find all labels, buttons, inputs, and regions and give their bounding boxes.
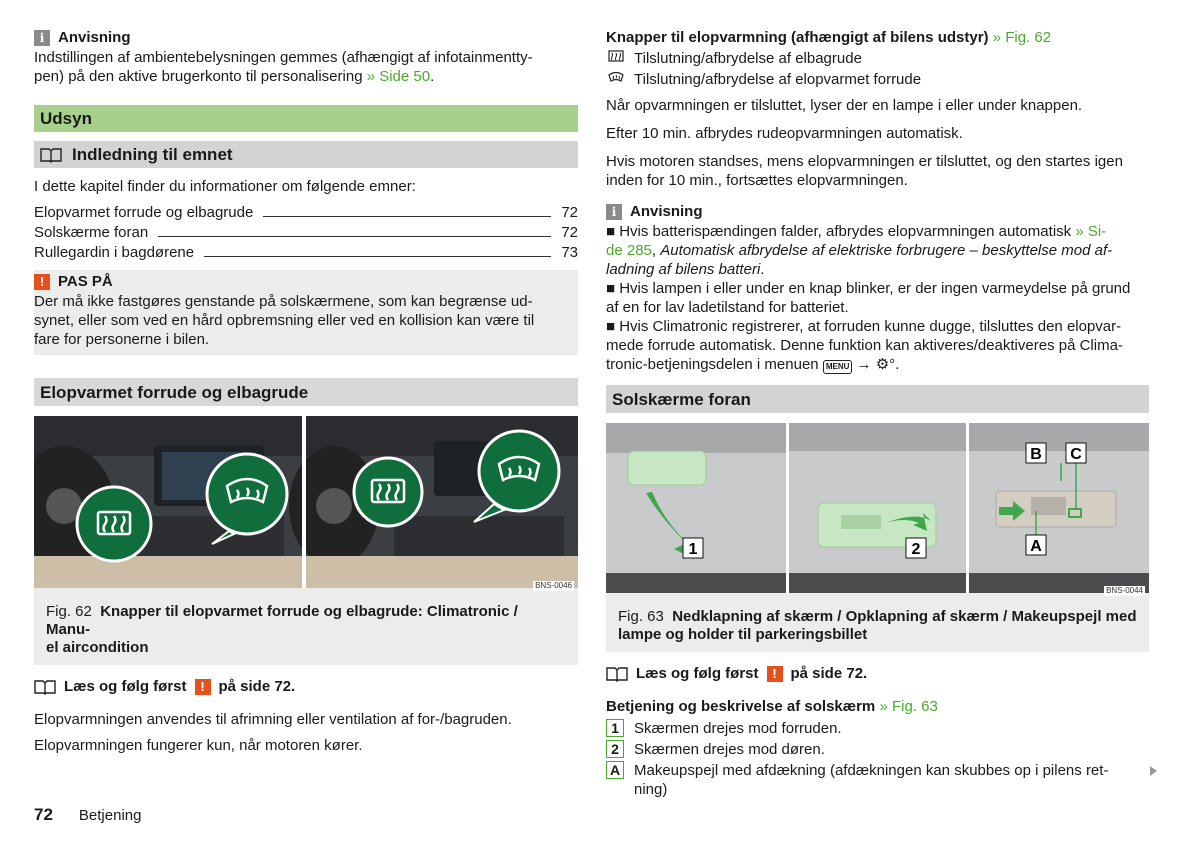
fig-label-c: C bbox=[1070, 446, 1082, 463]
note-line: pen) på den aktive brugerkonto til personalisering » Side 50. bbox=[34, 68, 435, 85]
paragraph: Elopvarmningen anvendes til afrimning eller ventilation af for-/bagruden. bbox=[34, 711, 512, 728]
intro-heading: Indledning til emnet bbox=[34, 141, 578, 168]
page-link[interactable]: » Side 50 bbox=[366, 68, 431, 85]
rear-defrost-item: Tilslutning/afbrydelse af elbagrude bbox=[606, 49, 1149, 68]
buttons-heading: Knapper til elopvarmning (afhængigt af bilens udstyr) » Fig. 62 bbox=[606, 29, 1052, 46]
figure-63 bbox=[606, 423, 1149, 652]
warning-box: ! PAS PÅ Der må ikke fastgøres genstande på solskærmene, som kan begrænse ud- synet, eller som ved en hård opbremsning eller ved en kollision kan være til fare for personerne i bilen. bbox=[34, 270, 578, 355]
paragraph: Hvis motoren standses, mens elopvarmningen er tilsluttet, og den startes igen bbox=[606, 153, 1123, 170]
toc-list bbox=[34, 202, 578, 262]
right-column bbox=[606, 28, 1149, 799]
chapter-name: Betjening bbox=[78, 807, 142, 824]
figure-code: BNS-0046 bbox=[535, 581, 572, 590]
front-defrost-item: Tilslutning/afbrydelse af elopvarmet forrude bbox=[606, 70, 1149, 89]
toc-row[interactable]: Rullegardin i bagdørene 73 bbox=[34, 244, 578, 261]
paragraph: Når opvarmningen er tilsluttet, lyser der en lampe i eller under knappen. bbox=[606, 97, 1083, 114]
section-heading-udsyn: Udsyn bbox=[34, 105, 578, 132]
fig-label-a: A bbox=[1030, 538, 1042, 555]
note-anvisning: i Anvisning ■ Hvis batterispændingen falder, afbrydes elopvarmningen automatisk » Si- de 285, Automatisk afbrydelse af elektriske forbrugere – beskyttelse mod af- ladning af bilens batteri. ■ Hvis lampen i eller under en knap blinker, er der ingen varmeydelse på grund af en for lav ladetilstand for batteriet. ■ Hvis Climatronic registrerer, at forruden kunne dugge, tilsluttes den elopvar- mede forrude automatisk. Denne funktion kan aktiveres/deaktiveres på Clima- tronic-betjeningsdelen i menuen MENU → ⚙°. bbox=[606, 203, 1131, 373]
warning-icon: ! bbox=[767, 666, 783, 682]
list-item: 2 Skærmen drejes mod døren. bbox=[606, 740, 1149, 759]
page-link[interactable]: de 285 bbox=[606, 242, 652, 259]
book-icon bbox=[606, 666, 628, 682]
list-item: A Makeupspejl med afdækning (afdækningen kan skubbes op i pilens ret- bbox=[606, 761, 1149, 780]
fig-label-b: B bbox=[1030, 446, 1042, 463]
paragraph: Elopvarmningen fungerer kun, når motoren kører. bbox=[34, 737, 363, 754]
left-column bbox=[34, 28, 578, 755]
read-first: Læs og følg først ! på side 72. bbox=[34, 677, 578, 696]
figure-62-image bbox=[34, 416, 578, 588]
fig-label-2: 2 bbox=[911, 541, 921, 558]
warning-icon: ! bbox=[34, 274, 50, 290]
page-number: 72 bbox=[34, 805, 53, 824]
betjening-heading: Betjening og beskrivelse af solskærm » Fig. 63 bbox=[606, 698, 938, 715]
figure-63-image bbox=[606, 423, 1149, 593]
windshield-heat-icon bbox=[608, 71, 624, 84]
info-icon: i bbox=[606, 204, 622, 220]
list-item: 1 Skærmen drejes mod forruden. bbox=[606, 719, 1149, 738]
toc-row[interactable]: Elopvarmet forrude og elbagrude 72 bbox=[34, 204, 578, 221]
warning-heading: PAS PÅ bbox=[58, 273, 113, 290]
fig-label-1: 1 bbox=[688, 541, 698, 558]
note-anvisning bbox=[34, 28, 578, 86]
page-link[interactable]: » Si- bbox=[1075, 223, 1107, 240]
figure-code: BNS-0044 bbox=[1106, 586, 1143, 595]
section-heading-elopvarmet: Elopvarmet forrude og elbagrude bbox=[34, 378, 578, 406]
note-heading: Anvisning bbox=[58, 29, 131, 46]
warning-icon: ! bbox=[195, 679, 211, 695]
rear-window-heat-icon bbox=[608, 50, 624, 63]
note-line: Indstillingen af ambientebelysningen gemmes (afhængigt af infotainmentty- bbox=[34, 49, 533, 66]
figure-62 bbox=[34, 416, 578, 665]
figure-link[interactable]: » Fig. 62 bbox=[992, 29, 1052, 46]
figure-caption: Fig. 62 Knapper til elopvarmet forrude og elbagrude: Climatronic / Manu- el aircondition bbox=[46, 603, 518, 656]
info-icon: i bbox=[34, 30, 50, 46]
paragraph: Efter 10 min. afbrydes rudeopvarmningen automatisk. bbox=[606, 125, 963, 142]
book-icon bbox=[40, 147, 62, 163]
paragraph: inden for 10 min., fortsættes elopvarmningen. bbox=[606, 172, 908, 189]
figure-caption: Fig. 63 Nedklapning af skærm / Opklapning af skærm / Makeupspejl med lampe og holder til parkeringsbillet bbox=[618, 608, 1137, 643]
continue-arrow-icon bbox=[1150, 766, 1157, 776]
section-heading-solskaerme: Solskærme foran bbox=[606, 385, 1149, 413]
settings-gear-icon: ⚙° bbox=[875, 356, 896, 373]
book-icon bbox=[34, 679, 56, 695]
list-item-cont: ning) bbox=[634, 781, 668, 798]
intro-text: I dette kapitel finder du informationer om følgende emner: bbox=[34, 178, 416, 195]
read-first: Læs og følg først ! på side 72. bbox=[606, 664, 1149, 683]
page-footer bbox=[34, 805, 141, 825]
figure-link[interactable]: » Fig. 63 bbox=[879, 698, 938, 715]
menu-key-icon: MENU bbox=[823, 360, 853, 374]
toc-row[interactable]: Solskærme foran 72 bbox=[34, 224, 578, 241]
